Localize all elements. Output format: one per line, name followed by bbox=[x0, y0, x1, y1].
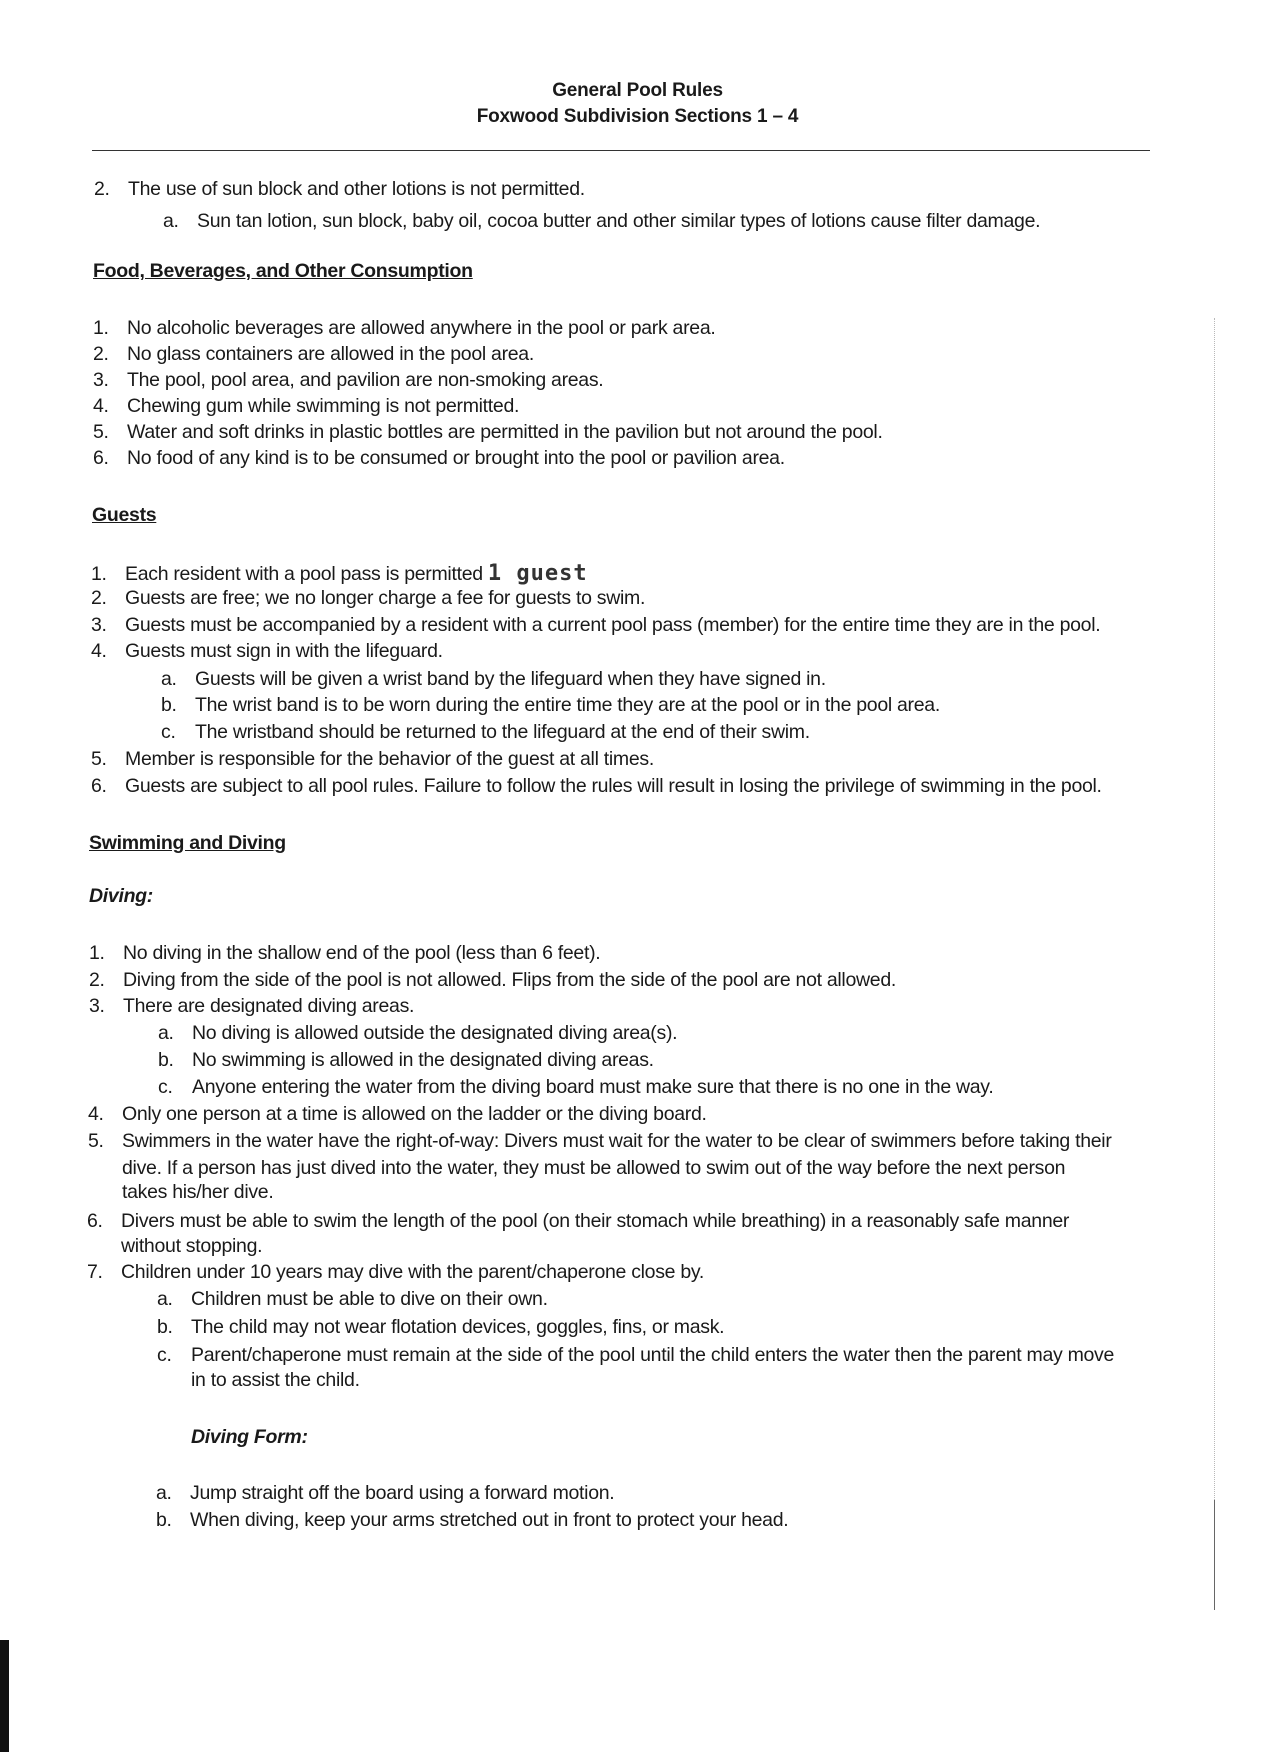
list-item: 4. Chewing gum while swimming is not permitted. bbox=[93, 395, 520, 417]
list-item: 4. Guests must sign in with the lifeguard. bbox=[91, 640, 443, 662]
list-item: 5. Swimmers in the water have the right-of-way: Divers must wait for the water to be clear of swimmers before taking their bbox=[88, 1130, 1112, 1152]
list-item-continuation: in to assist the child. bbox=[191, 1369, 360, 1391]
list-item: 4. Only one person at a time is allowed on the ladder or the diving board. bbox=[88, 1103, 707, 1125]
list-item: a. Guests will be given a wrist band by the lifeguard when they have signed in. bbox=[161, 668, 826, 690]
list-item: a. No diving is allowed outside the designated diving area(s). bbox=[158, 1022, 678, 1044]
scan-edge-shadow bbox=[0, 1640, 9, 1752]
list-item: 3. Guests must be accompanied by a resident with a current pool pass (member) for the entire time they are in the pool. bbox=[91, 614, 1101, 636]
section-heading-food: Food, Beverages, and Other Consumption bbox=[93, 260, 473, 282]
list-item: 5. Water and soft drinks in plastic bottles are permitted in the pavilion but not around the pool. bbox=[93, 421, 883, 443]
document-subtitle: Foxwood Subdivision Sections 1 – 4 bbox=[476, 106, 799, 127]
subheading-diving: Diving: bbox=[89, 885, 153, 907]
list-item: 6. Guests are subject to all pool rules. Failure to follow the rules will result in losing the privilege of swimming in the pool. bbox=[91, 775, 1102, 797]
list-item: c. Anyone entering the water from the diving board must make sure that there is no one in the way. bbox=[158, 1076, 994, 1098]
list-item-continuation: takes his/her dive. bbox=[122, 1181, 274, 1203]
list-item: a. Sun tan lotion, sun block, baby oil, cocoa butter and other similar types of lotions cause filter damage. bbox=[163, 210, 1041, 232]
list-item: b. The wrist band is to be worn during the entire time they are at the pool or in the pool area. bbox=[161, 694, 940, 716]
list-item: 1. Each resident with a pool pass is permitted 1 guest bbox=[91, 561, 588, 586]
list-item: 7. Children under 10 years may dive with the parent/chaperone close by. bbox=[87, 1261, 704, 1283]
list-item: 2. No glass containers are allowed in the pool area. bbox=[93, 343, 534, 365]
list-item: 3. There are designated diving areas. bbox=[89, 995, 415, 1017]
list-item: 2. The use of sun block and other lotions is not permitted. bbox=[94, 178, 585, 200]
section-heading-guests: Guests bbox=[92, 504, 157, 526]
list-item: a. Jump straight off the board using a forward motion. bbox=[156, 1482, 615, 1504]
list-item: 6. No food of any kind is to be consumed or brought into the pool or pavilion area. bbox=[93, 447, 785, 469]
list-item: 5. Member is responsible for the behavior of the guest at all times. bbox=[91, 748, 654, 770]
section-heading-swimming: Swimming and Diving bbox=[89, 832, 286, 854]
handwritten-annotation: 1 guest bbox=[487, 561, 588, 586]
list-item: 1. No diving in the shallow end of the pool (less than 6 feet). bbox=[89, 942, 601, 964]
list-item: b. No swimming is allowed in the designated diving areas. bbox=[158, 1049, 654, 1071]
list-item: b. The child may not wear flotation devices, goggles, fins, or mask. bbox=[157, 1316, 725, 1338]
list-item: 2. Diving from the side of the pool is not allowed. Flips from the side of the pool are not allowed. bbox=[89, 969, 897, 991]
list-item: 2. Guests are free; we no longer charge a fee for guests to swim. bbox=[91, 587, 646, 609]
list-item: 1. No alcoholic beverages are allowed anywhere in the pool or park area. bbox=[93, 317, 716, 339]
list-item: 3. The pool, pool area, and pavilion are non-smoking areas. bbox=[93, 369, 604, 391]
list-item: a. Children must be able to dive on their own. bbox=[157, 1288, 548, 1310]
scan-margin-line bbox=[1214, 318, 1215, 1608]
header-divider bbox=[92, 150, 1150, 151]
document-title: General Pool Rules bbox=[552, 80, 723, 101]
list-item: c. The wristband should be returned to the lifeguard at the end of their swim. bbox=[161, 721, 810, 743]
list-item: b. When diving, keep your arms stretched out in front to protect your head. bbox=[156, 1509, 789, 1531]
list-item-continuation: dive. If a person has just dived into the water, they must be allowed to swim out of the way before the next person bbox=[122, 1157, 1066, 1179]
subheading-diving-form: Diving Form: bbox=[191, 1426, 308, 1448]
scan-margin-mark bbox=[1214, 1500, 1215, 1610]
list-item-continuation: without stopping. bbox=[121, 1235, 263, 1257]
list-item: 6. Divers must be able to swim the length of the pool (on their stomach while breathing) in a reasonably safe manner bbox=[87, 1210, 1070, 1232]
list-item: c. Parent/chaperone must remain at the side of the pool until the child enters the water then the parent may move bbox=[157, 1344, 1115, 1366]
